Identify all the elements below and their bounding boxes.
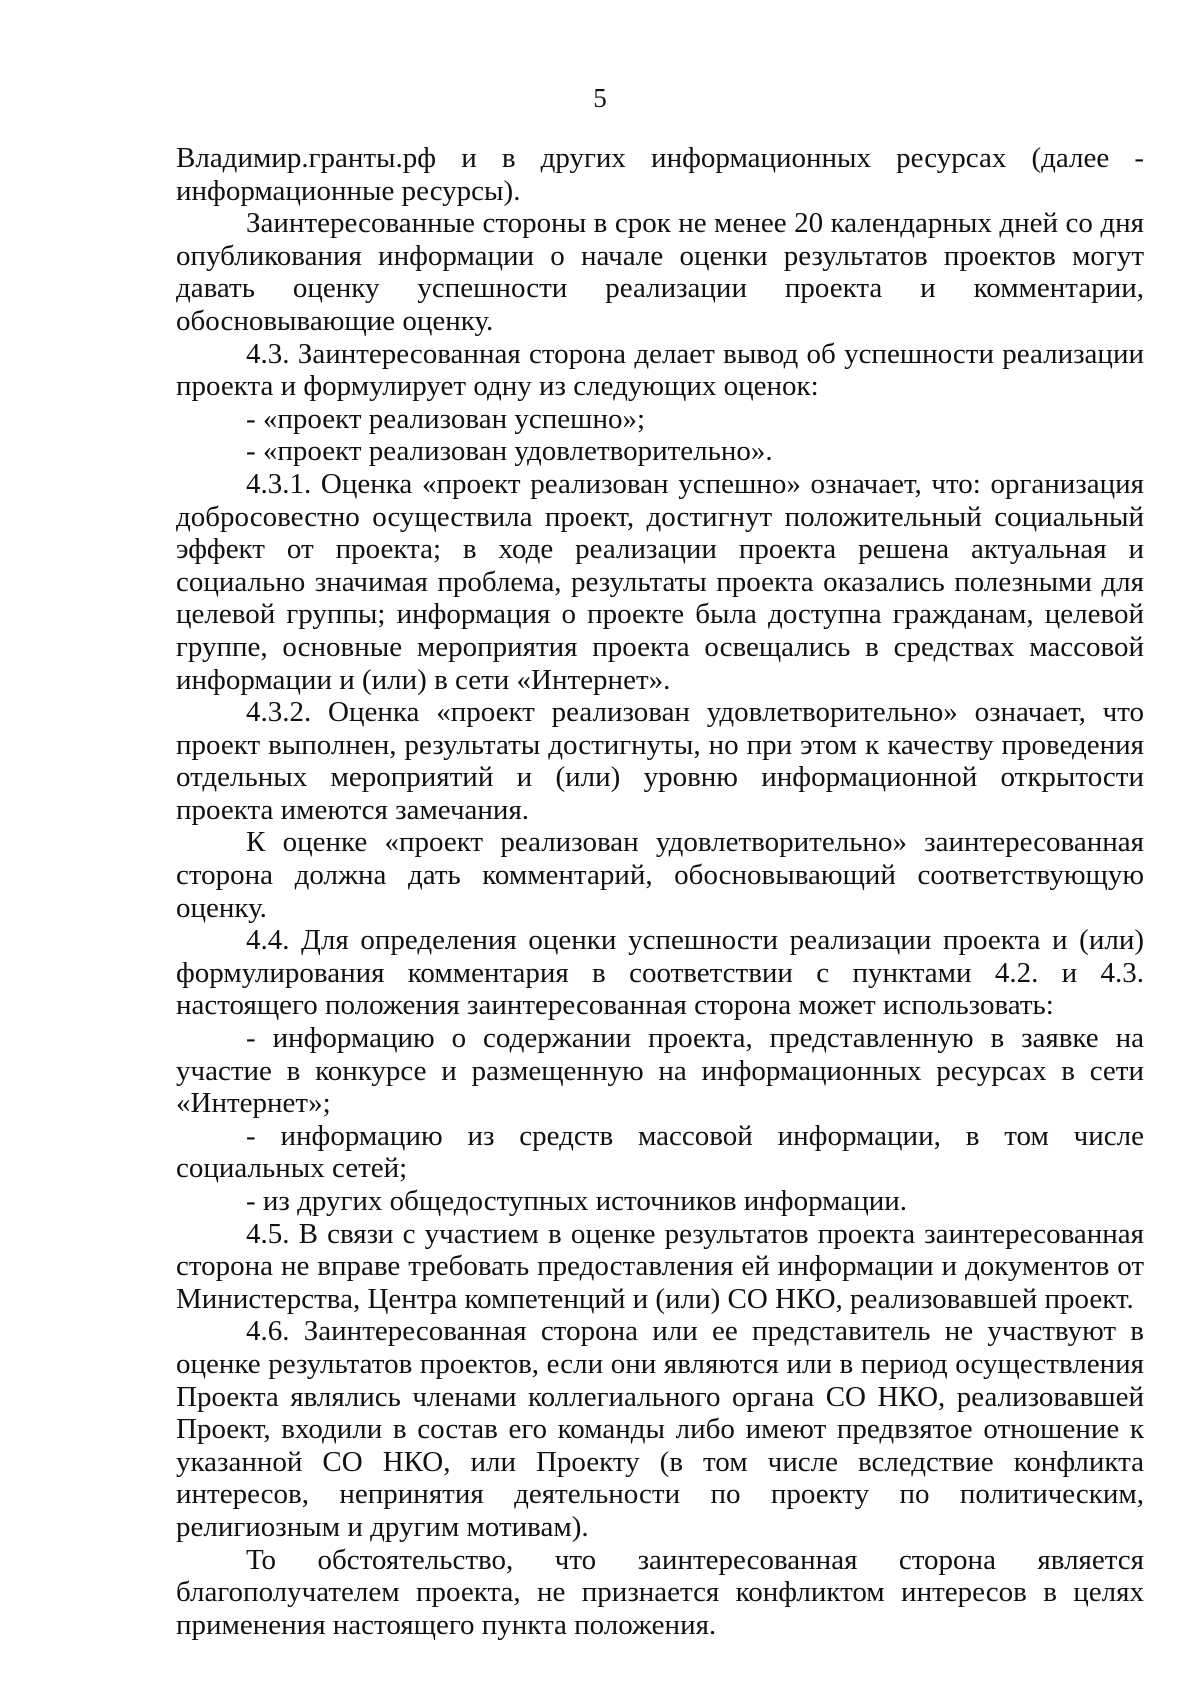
- paragraph-4-5: 4.5. В связи с участием в оценке результатов проекта заинтересованная сторона не вправе требовать предоставления ей информации и документов от Министерства, Центра компетенций и (или) СО НКО, реализовавшей проект.: [176, 1217, 1144, 1315]
- document-body: [176, 142, 1144, 1641]
- list-item-media-info: - информацию из средств массовой информации, в том числе социальных сетей;: [176, 1119, 1144, 1185]
- paragraph-4-6: 4.6. Заинтересованная сторона или ее представитель не участвуют в оценке результатов проектов, если они являются или в период осуществления Проекта являлись членами коллегиального органа СО НКО, реализовавшей Проект, входили в состав его команды либо имеют предвзятое отношение к указанной СО НКО, или Проекту (в том числе вследствие конфликта интересов, непринятия деятельности по проекту по политическим, религиозным и другим мотивам).: [176, 1315, 1144, 1543]
- list-item-success: - «проект реализован успешно»;: [246, 402, 646, 435]
- paragraph-4-4: 4.4. Для определения оценки успешности реализации проекта и (или) формулирования комментария в соответствии с пунктами 4.2. и 4.3. настоящего положения заинтересованная сторона может использовать:: [176, 924, 1144, 1022]
- page-number: 5: [593, 83, 607, 113]
- paragraph-4-3-2: 4.3.2. Оценка «проект реализован удовлетворительно» означает, что проект выполнен, результаты достигнуты, но при этом к качеству проведения отдельных мероприятий и (или) уровню информационной открытости проекта имеются замечания.: [176, 696, 1144, 826]
- paragraph-satisfactory-comment: К оценке «проект реализован удовлетворительно» заинтересованная сторона должна дать комментарий, обосновывающий соответствующую оценку.: [176, 826, 1144, 924]
- paragraph-stakeholder-deadline: Заинтересованные стороны в срок не менее 20 календарных дней со дня опубликования информации о начале оценки результатов проектов могут давать оценку успешности реализации проекта и комментарии, обосновывающие оценку.: [176, 207, 1144, 337]
- paragraph-4-3: 4.3. Заинтересованная сторона делает вывод об успешности реализации проекта и формулирует одну из следующих оценок:: [176, 337, 1144, 403]
- paragraph-beneficiary: То обстоятельство, что заинтересованная сторона является благополучателем проекта, не признается конфликтом интересов в целях применения настоящего пункта положения.: [176, 1543, 1144, 1641]
- paragraph-continuation: Владимир.гранты.рф и в других информационных ресурсах (далее - информационные ресурсы).: [176, 142, 1144, 207]
- paragraph-4-3-1: 4.3.1. Оценка «проект реализован успешно» означает, что: организация добросовестно осуществила проект, достигнут положительный социальный эффект от проекта; в ходе реализации проекта решена актуальная и социально значимая проблема, результаты проекта оказались полезными для целевой группы; информация о проекте была доступна гражданам, целевой группе, основные мероприятия проекта освещались в средствах массовой информации и (или) в сети «Интернет».: [176, 467, 1144, 696]
- list-item-satisfactory: - «проект реализован удовлетворительно».: [246, 435, 773, 468]
- list-item-project-info: - информацию о содержании проекта, представленную в заявке на участие в конкурсе и размещенную на информационных ресурсах в сети «Интернет»;: [176, 1022, 1144, 1120]
- list-item-public-sources: - из других общедоступных источников информации.: [246, 1185, 907, 1217]
